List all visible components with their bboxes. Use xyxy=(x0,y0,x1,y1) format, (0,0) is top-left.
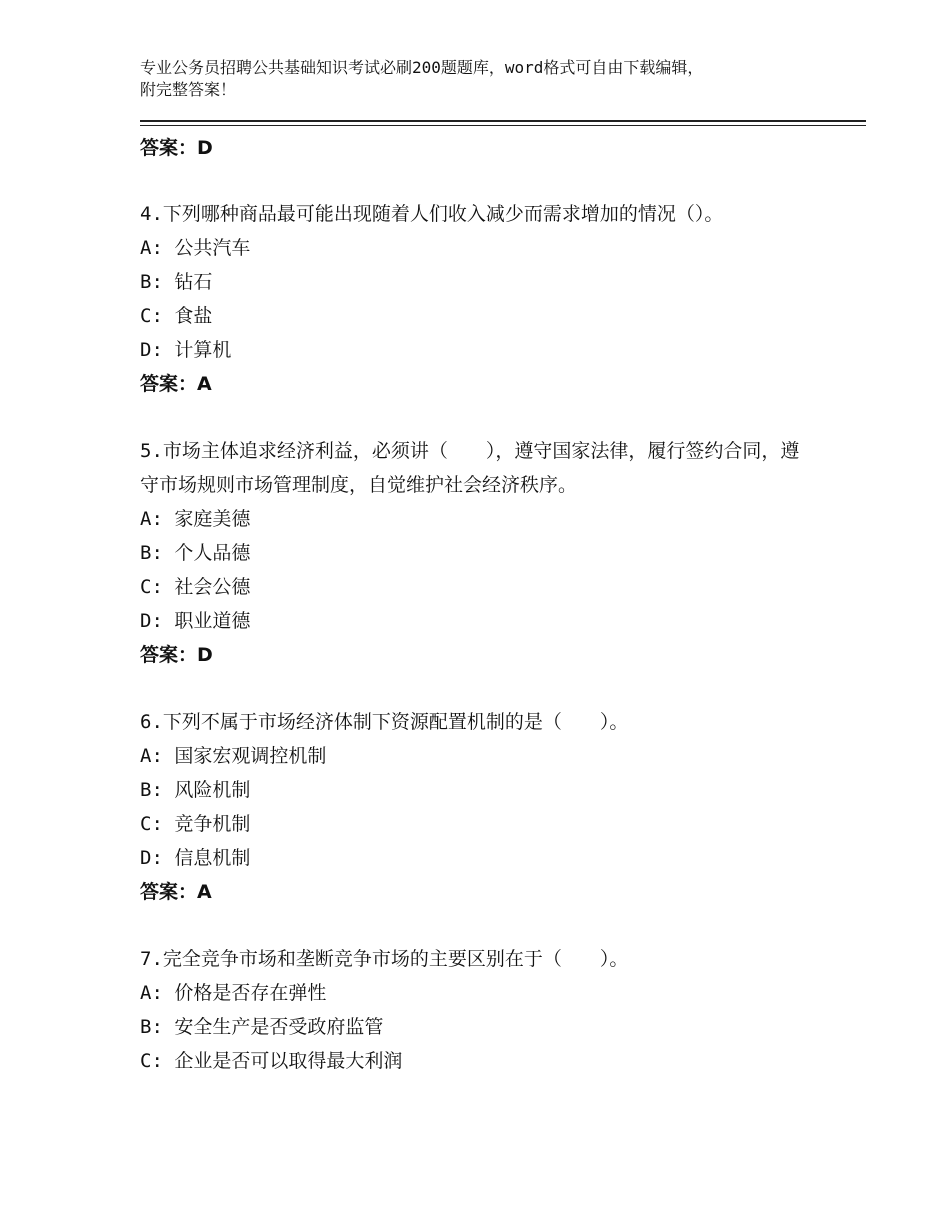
option-c: C: 企业是否可以取得最大利润 xyxy=(140,1050,403,1072)
header-line-2: 附完整答案！ xyxy=(140,80,237,99)
answer-label: 答案：D xyxy=(140,644,213,666)
question-6 xyxy=(140,705,840,909)
option-c: C: 社会公德 xyxy=(140,576,251,598)
option-b: B: 风险机制 xyxy=(140,779,251,801)
question-4 xyxy=(140,197,840,401)
option-b: B: 钻石 xyxy=(140,271,213,293)
option-b: B: 安全生产是否受政府监管 xyxy=(140,1016,384,1038)
question-stem: 4.下列哪种商品最可能出现随着人们收入减少而需求增加的情况（）。 xyxy=(140,203,724,225)
option-a: A: 家庭美德 xyxy=(140,508,251,530)
header-line-1: 专业公务员招聘公共基础知识考试必刷200题题库，word格式可自由下载编辑， xyxy=(140,58,704,77)
option-b: B: 个人品德 xyxy=(140,542,251,564)
page-header xyxy=(140,57,820,101)
option-c: C: 竞争机制 xyxy=(140,813,251,835)
question-stem: 6.下列不属于市场经济体制下资源配置机制的是（ ）。 xyxy=(140,711,629,733)
answer-label: 答案：D xyxy=(140,137,213,159)
question-stem: 7.完全竞争市场和垄断竞争市场的主要区别在于（ ）。 xyxy=(140,948,629,970)
question-list xyxy=(140,197,840,1111)
header-rule-thin xyxy=(140,125,866,126)
option-a: A: 公共汽车 xyxy=(140,237,251,259)
question-5 xyxy=(140,434,840,672)
question-stem: 5.市场主体追求经济利益，必须讲（ ），遵守国家法律，履行签约合同，遵守市场规则市场管理制度，自觉维护社会经济秩序。 xyxy=(140,440,800,496)
answer-label: 答案：A xyxy=(140,881,212,903)
answer-label: 答案：A xyxy=(140,373,212,395)
option-d: D: 职业道德 xyxy=(140,610,251,632)
option-a: A: 国家宏观调控机制 xyxy=(140,745,327,767)
option-d: D: 信息机制 xyxy=(140,847,251,869)
option-c: C: 食盐 xyxy=(140,305,213,327)
option-a: A: 价格是否存在弹性 xyxy=(140,982,327,1004)
header-rule-thick xyxy=(140,120,866,122)
option-d: D: 计算机 xyxy=(140,339,232,361)
question-7 xyxy=(140,942,840,1078)
